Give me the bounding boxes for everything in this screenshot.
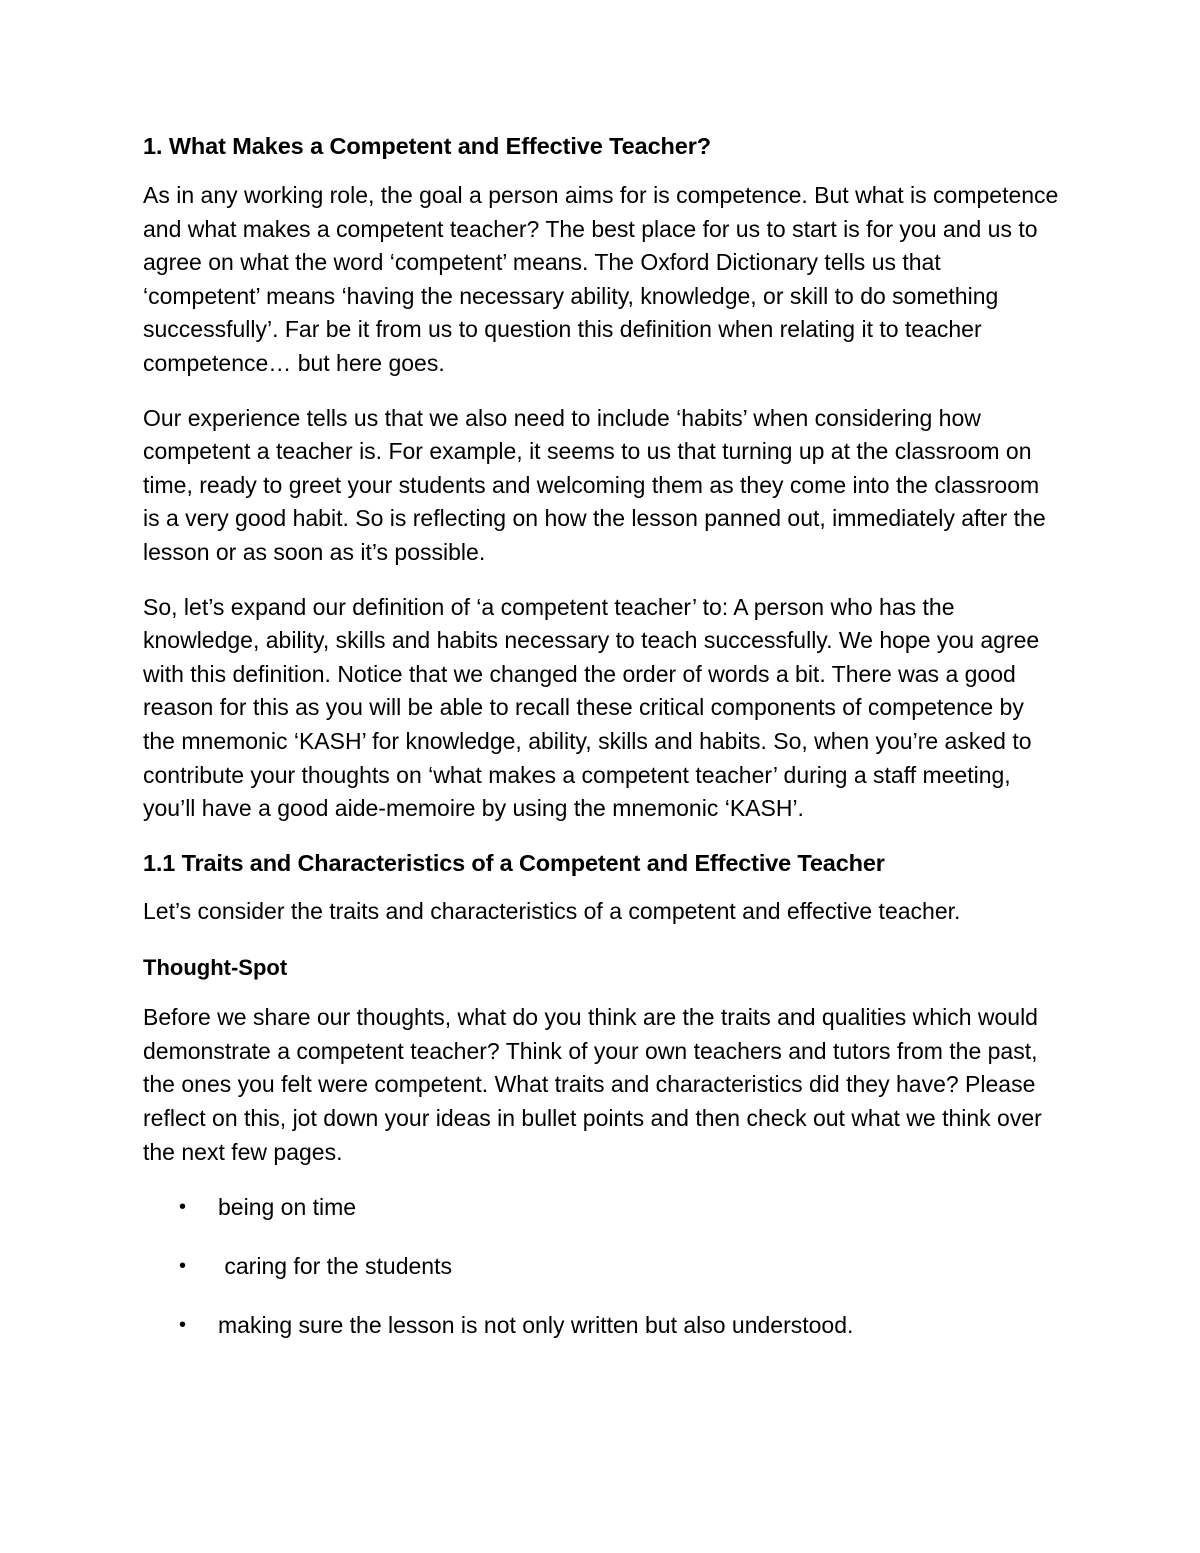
list-item <box>143 1250 1059 1283</box>
paragraph-habits: Our experience tells us that we also need to include ‘habits’ when considering how competent a teacher is. For example, it seems to us that turning up at the classroom on time, ready to greet your students and welcoming them as they come into the classroom is a very good habit. So is reflecting on how the lesson panned out, immediately after the lesson or as soon as it’s possible. <box>143 404 1046 565</box>
list-item-label: making sure the lesson is not only written but also understood. <box>218 1312 854 1339</box>
traits-bullet-list <box>143 1191 1059 1342</box>
document-body <box>143 131 1059 1342</box>
list-item-label: being on time <box>218 1194 357 1221</box>
list-item <box>143 1191 1059 1224</box>
list-item-label: caring for the students <box>218 1253 452 1280</box>
bullet-point-icon: • <box>179 1314 187 1337</box>
paragraph-kash-definition: So, let’s expand our definition of ‘a competent teacher’ to: A person who has the knowledge, ability, skills and habits necessary to teach successfully. We hope you agree with this definition. Notice that we changed the order of words a bit. There was a good reason for this as you will be able to recall these critical components of competence by the mnemonic ‘KASH’ for knowledge, ability, skills and habits. So, when you’re asked to contribute your thoughts on ‘what makes a competent teacher’ during a staff meeting, you’ll have a good aide-memoire by using the mnemonic ‘KASH’. <box>143 593 1040 822</box>
bullet-point-icon: • <box>179 1255 187 1278</box>
page-title: 1. What Makes a Competent and Effective Teacher? <box>143 133 712 159</box>
list-item <box>143 1309 1059 1342</box>
bullet-point-icon: • <box>179 1196 187 1219</box>
paragraph-traits-intro: Let’s consider the traits and characteristics of a competent and effective teacher. <box>143 897 961 924</box>
subsection-heading-traits: 1.1 Traits and Characteristics of a Competent and Effective Teacher <box>143 849 885 876</box>
paragraph-thought-spot-prompt: Before we share our thoughts, what do you think are the traits and qualities which would demonstrate a competent teacher? Think of your own teachers and tutors from the past, the ones you felt were competent. What traits and characteristics did they have? Please reflect on this, jot down your ideas in bullet points and then check out what we think over the next few pages. <box>143 1004 1042 1165</box>
paragraph-intro-competence: As in any working role, the goal a person aims for is competence. But what is competence and what makes a competent teacher? The best place for us to start is for you and us to agree on what the word ‘competent’ means. The Oxford Dictionary tells us that ‘competent’ means ‘having the necessary ability, knowledge, or skill to do something successfully’. Far be it from us to question this definition when relating it to teacher competence… but here goes. <box>143 182 1059 376</box>
minor-heading-thought-spot: Thought-Spot <box>143 955 288 981</box>
